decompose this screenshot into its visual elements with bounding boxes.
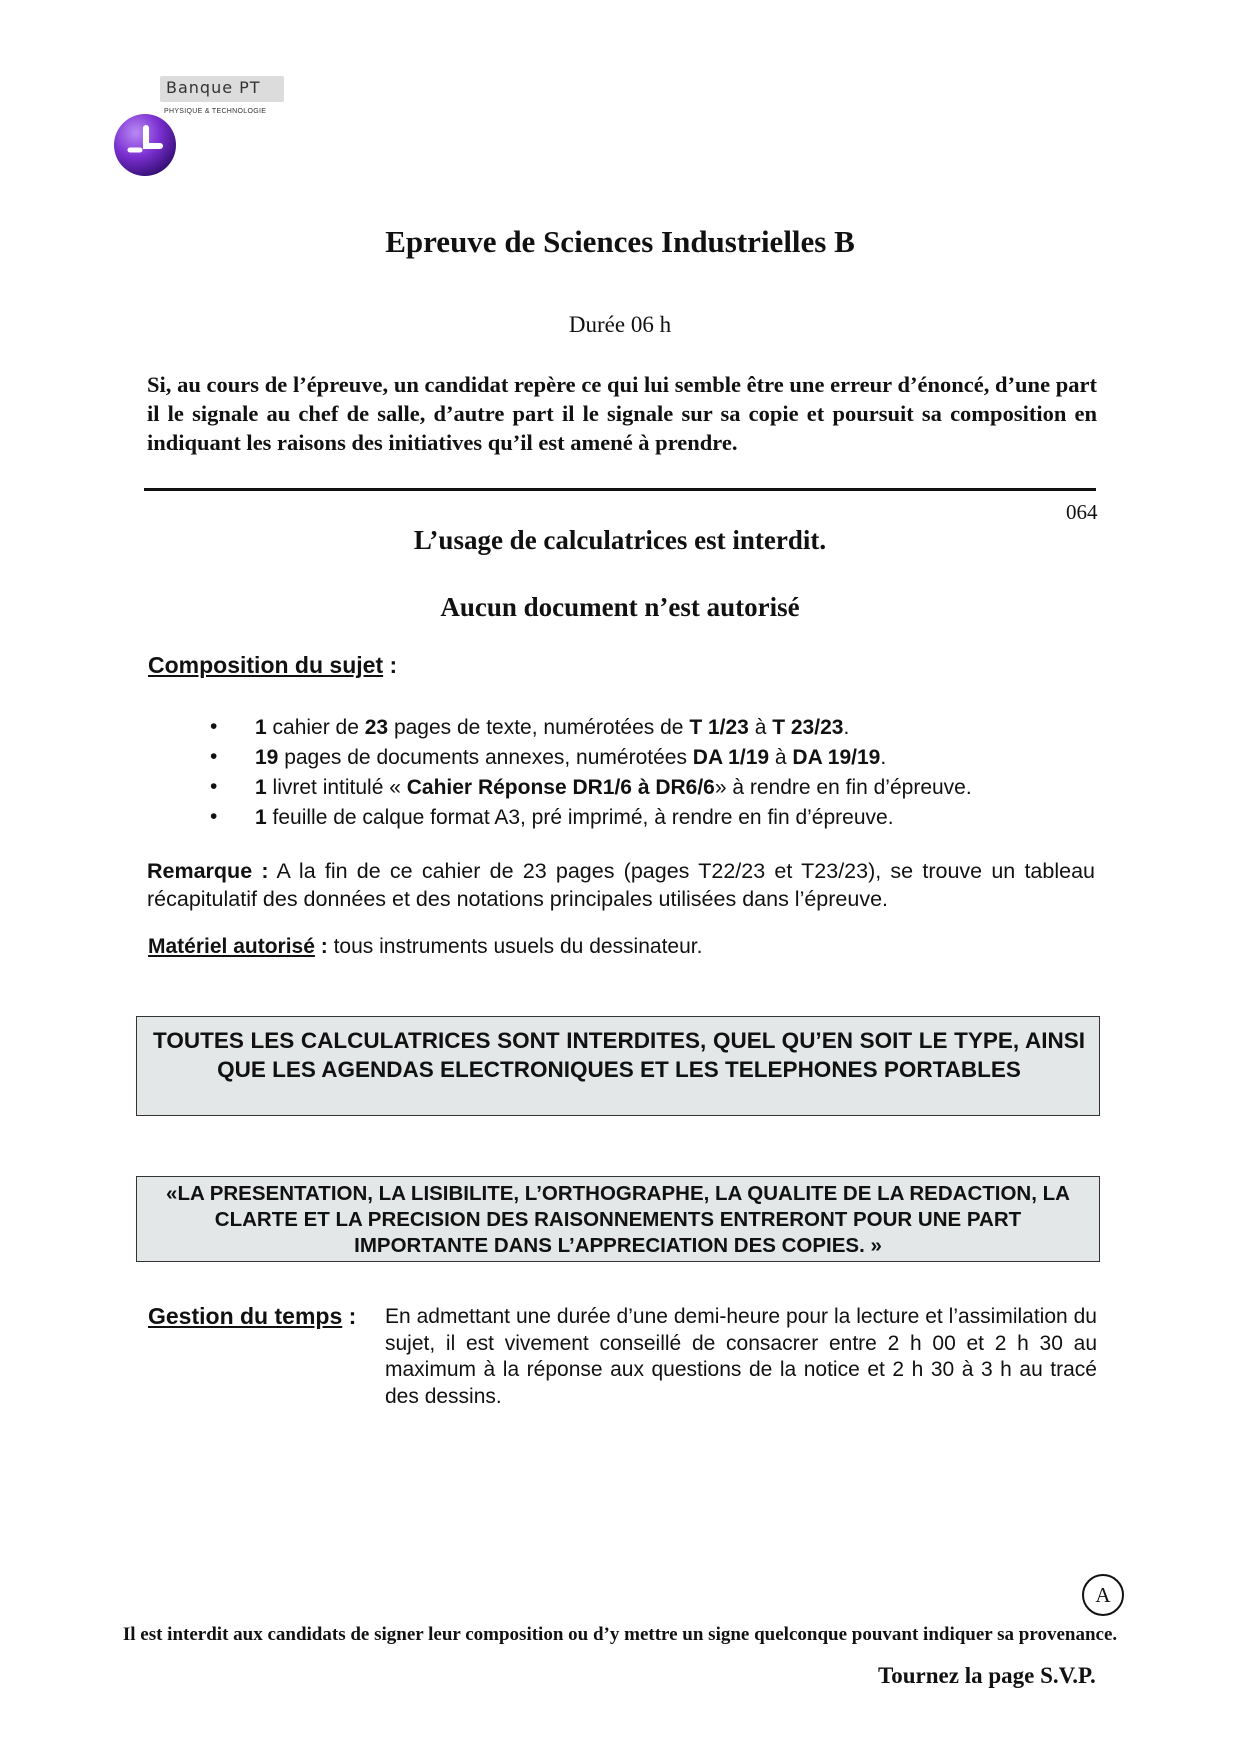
bullet-icon: • — [210, 715, 218, 738]
item-bold: T 23/23 — [772, 716, 844, 739]
material-label: Matériel autorisé — [148, 935, 315, 958]
list-item — [210, 743, 972, 773]
composition-heading-colon: : — [383, 652, 398, 678]
material-text: tous instruments usuels du dessinateur. — [327, 935, 703, 958]
item-bold: DA 1/19 — [692, 746, 770, 769]
item-text: » à rendre en fin d’épreuve. — [714, 776, 972, 799]
composition-heading-label: Composition du sujet — [148, 652, 384, 678]
turn-page-label: Tournez la page S.V.P. — [878, 1663, 1096, 1688]
time-management-label: Gestion du temps — [148, 1303, 343, 1329]
item-text: à — [769, 746, 793, 769]
calculator-ban-box: TOUTES LES CALCULATRICES SONT INTERDITES, QUEL QU’EN SOIT LE TYPE, AINSI QUE LES AGENDAS ELECTRONIQUES ET LES TELEPHONES PORTABLES — [136, 1016, 1100, 1116]
item-text: pages de texte, numérotées de — [388, 716, 690, 739]
item-text: à — [748, 716, 773, 739]
list-item — [210, 713, 972, 743]
item-text: feuille de calque format A3, pré imprimé, à rendre en fin d’épreuve. — [266, 806, 894, 829]
item-text: . — [843, 716, 850, 739]
exam-duration: Durée 06 h — [568, 312, 672, 337]
item-count: 1 — [255, 776, 267, 799]
item-count: 1 — [255, 716, 267, 739]
item-bold: T 1/23 — [689, 716, 749, 739]
remark-paragraph — [147, 857, 1095, 913]
item-text: . — [880, 746, 887, 769]
logo-icon — [112, 112, 178, 178]
composition-list — [210, 713, 972, 833]
page-title: Epreuve de Sciences Industrielles B — [385, 224, 855, 259]
list-item — [210, 803, 972, 833]
list-item — [210, 773, 972, 803]
item-text: cahier de — [266, 716, 365, 739]
signature-ban-note: Il est interdit aux candidats de signer leur composition ou d’y mettre un signe quelconque pouvant indiquer sa provenance. — [122, 1624, 1118, 1645]
exam-code: 064 — [1066, 500, 1098, 524]
calculator-rule: L’usage de calculatrices est interdit. — [413, 525, 827, 555]
item-bold: DA 19/19 — [792, 746, 881, 769]
logo-name: Banque PT — [166, 78, 261, 97]
composition-heading — [148, 652, 397, 679]
time-management-text: En admettant une durée d’une demi-heure pour la lecture et l’assimilation du sujet, il est vivement conseillé de consacrer entre 2 h 00 et 2 h 30 au maximum à la réponse aux questions de la notice et 2 h 30 à 3 h au tracé des dessins. — [385, 1305, 1097, 1408]
logo-subtitle: PHYSIQUE & TECHNOLOGIE — [164, 108, 267, 115]
document-rule: Aucun document n’est autorisé — [440, 592, 800, 622]
version-badge: A — [1082, 1574, 1124, 1616]
item-count: 19 — [255, 746, 279, 769]
item-count: 1 — [255, 806, 267, 829]
bullet-icon: • — [210, 775, 218, 798]
presentation-box: «LA PRESENTATION, LA LISIBILITE, L’ORTHOGRAPHE, LA QUALITE DE LA REDACTION, LA CLARTE ET LA PRECISION DES RAISONNEMENTS ENTRERONT POUR UNE PART IMPORTANTE DANS L’APPRECIATION DES COPIES. » — [136, 1176, 1100, 1262]
item-text: livret intitulé « — [266, 776, 407, 799]
time-management-colon: : — [342, 1303, 357, 1329]
error-warning-paragraph: Si, au cours de l’épreuve, un candidat repère ce qui lui semble être une erreur d’énoncé, d’une part il le signale au chef de salle, d’autre part il le signale sur sa copie et poursuit sa composition en indiquant les raisons des initiatives qu’il est amené à prendre. — [147, 372, 1097, 455]
material-paragraph — [148, 935, 702, 959]
bullet-icon: • — [210, 745, 218, 768]
item-text: pages de documents annexes, numérotées — [278, 746, 693, 769]
item-bold: Cahier Réponse DR1/6 à DR6/6 — [406, 776, 715, 799]
remark-text: A la fin de ce cahier de 23 pages (pages T22/23 et T23/23), se trouve un tableau récapitulatif des données et des notations principales utilisées dans l’épreuve. — [147, 859, 1095, 911]
time-management-heading — [148, 1303, 356, 1330]
bullet-icon: • — [210, 805, 218, 828]
remark-label: Remarque : — [147, 859, 269, 883]
item-bold: 23 — [364, 716, 389, 739]
separator-rule — [144, 488, 1096, 491]
material-colon: : — [314, 935, 328, 958]
